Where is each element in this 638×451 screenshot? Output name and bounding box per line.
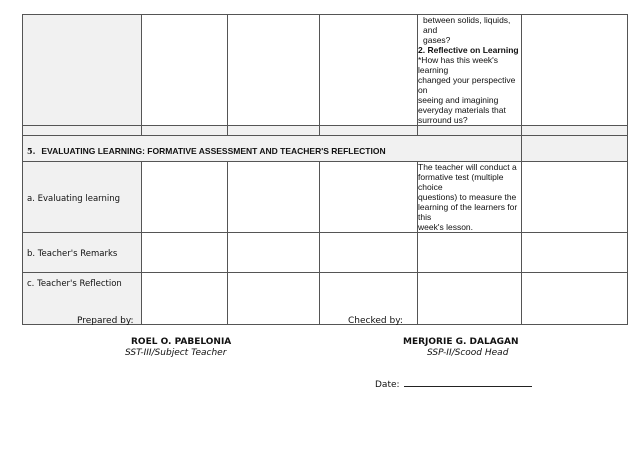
table-cell (23, 15, 142, 126)
table-cell (228, 162, 320, 233)
table-cell (320, 233, 418, 273)
table-cell (522, 136, 628, 162)
table-cell (228, 15, 320, 126)
note-line: formative test (multiple choice (418, 172, 504, 192)
prepared-by-title: SST-III/Subject Teacher (125, 348, 227, 358)
table-cell (142, 233, 228, 273)
prepared-by-label: Prepared by: (77, 316, 134, 326)
table-cell (142, 162, 228, 233)
table-cell (23, 126, 142, 136)
note-line: learning of the learners for this (418, 202, 518, 222)
assessment-note-cell (418, 162, 522, 233)
row-label: b. Teacher's Remarks (23, 233, 142, 273)
section-header-row (23, 136, 628, 162)
table-cell (142, 15, 228, 126)
table-cell (522, 162, 628, 233)
table-cell (142, 273, 228, 325)
row-label: c. Teacher's Reflection (23, 273, 142, 325)
date-field (375, 377, 532, 390)
table-cell (320, 162, 418, 233)
note-line: The teacher will conduct a (418, 162, 517, 172)
section-header (23, 136, 522, 162)
question-line: between solids, liquids, and (423, 15, 511, 35)
checked-by-name: MERJORIE G. DALAGAN (403, 337, 519, 347)
table-row (23, 162, 628, 233)
reflection-line: *How has this week's learning (418, 55, 499, 75)
note-line: week's lesson. (418, 222, 474, 232)
table-cell (320, 15, 418, 126)
section-number: 5. (27, 145, 36, 156)
question-line: gases? (423, 35, 451, 45)
table-row (23, 15, 628, 126)
reflection-question-cell (418, 15, 522, 126)
table-cell (418, 126, 522, 136)
table-cell (418, 273, 522, 325)
table-row (23, 126, 628, 136)
section-title: EVALUATING LEARNING: FORMATIVE ASSESSMENT AND TEACHER'S REFLECTION (41, 145, 386, 156)
reflection-line: everyday materials that (418, 105, 506, 115)
checked-by-title: SSP-II/Scood Head (427, 348, 509, 358)
table-cell (142, 126, 228, 136)
row-label: a. Evaluating learning (23, 162, 142, 233)
note-line: questions) to measure the (418, 192, 517, 202)
date-label: Date: (375, 380, 400, 390)
reflective-heading: 2. Reflective on Learning (418, 45, 519, 55)
table-cell (522, 126, 628, 136)
lesson-plan-table (22, 14, 628, 325)
table-cell (522, 273, 628, 325)
table-cell (522, 233, 628, 273)
reflection-line: seeing and imagining (418, 95, 499, 105)
table-row (23, 233, 628, 273)
checked-by-label: Checked by: (348, 316, 403, 326)
reflection-line: surround us? (418, 115, 468, 125)
table-cell (320, 126, 418, 136)
date-line (404, 377, 532, 387)
table-cell (228, 233, 320, 273)
table-cell (522, 15, 628, 126)
table-cell (228, 273, 320, 325)
table-cell (418, 233, 522, 273)
table-cell (228, 126, 320, 136)
reflection-line: changed your perspective on (418, 75, 516, 95)
prepared-by-name: ROEL O. PABELONIA (131, 337, 232, 347)
